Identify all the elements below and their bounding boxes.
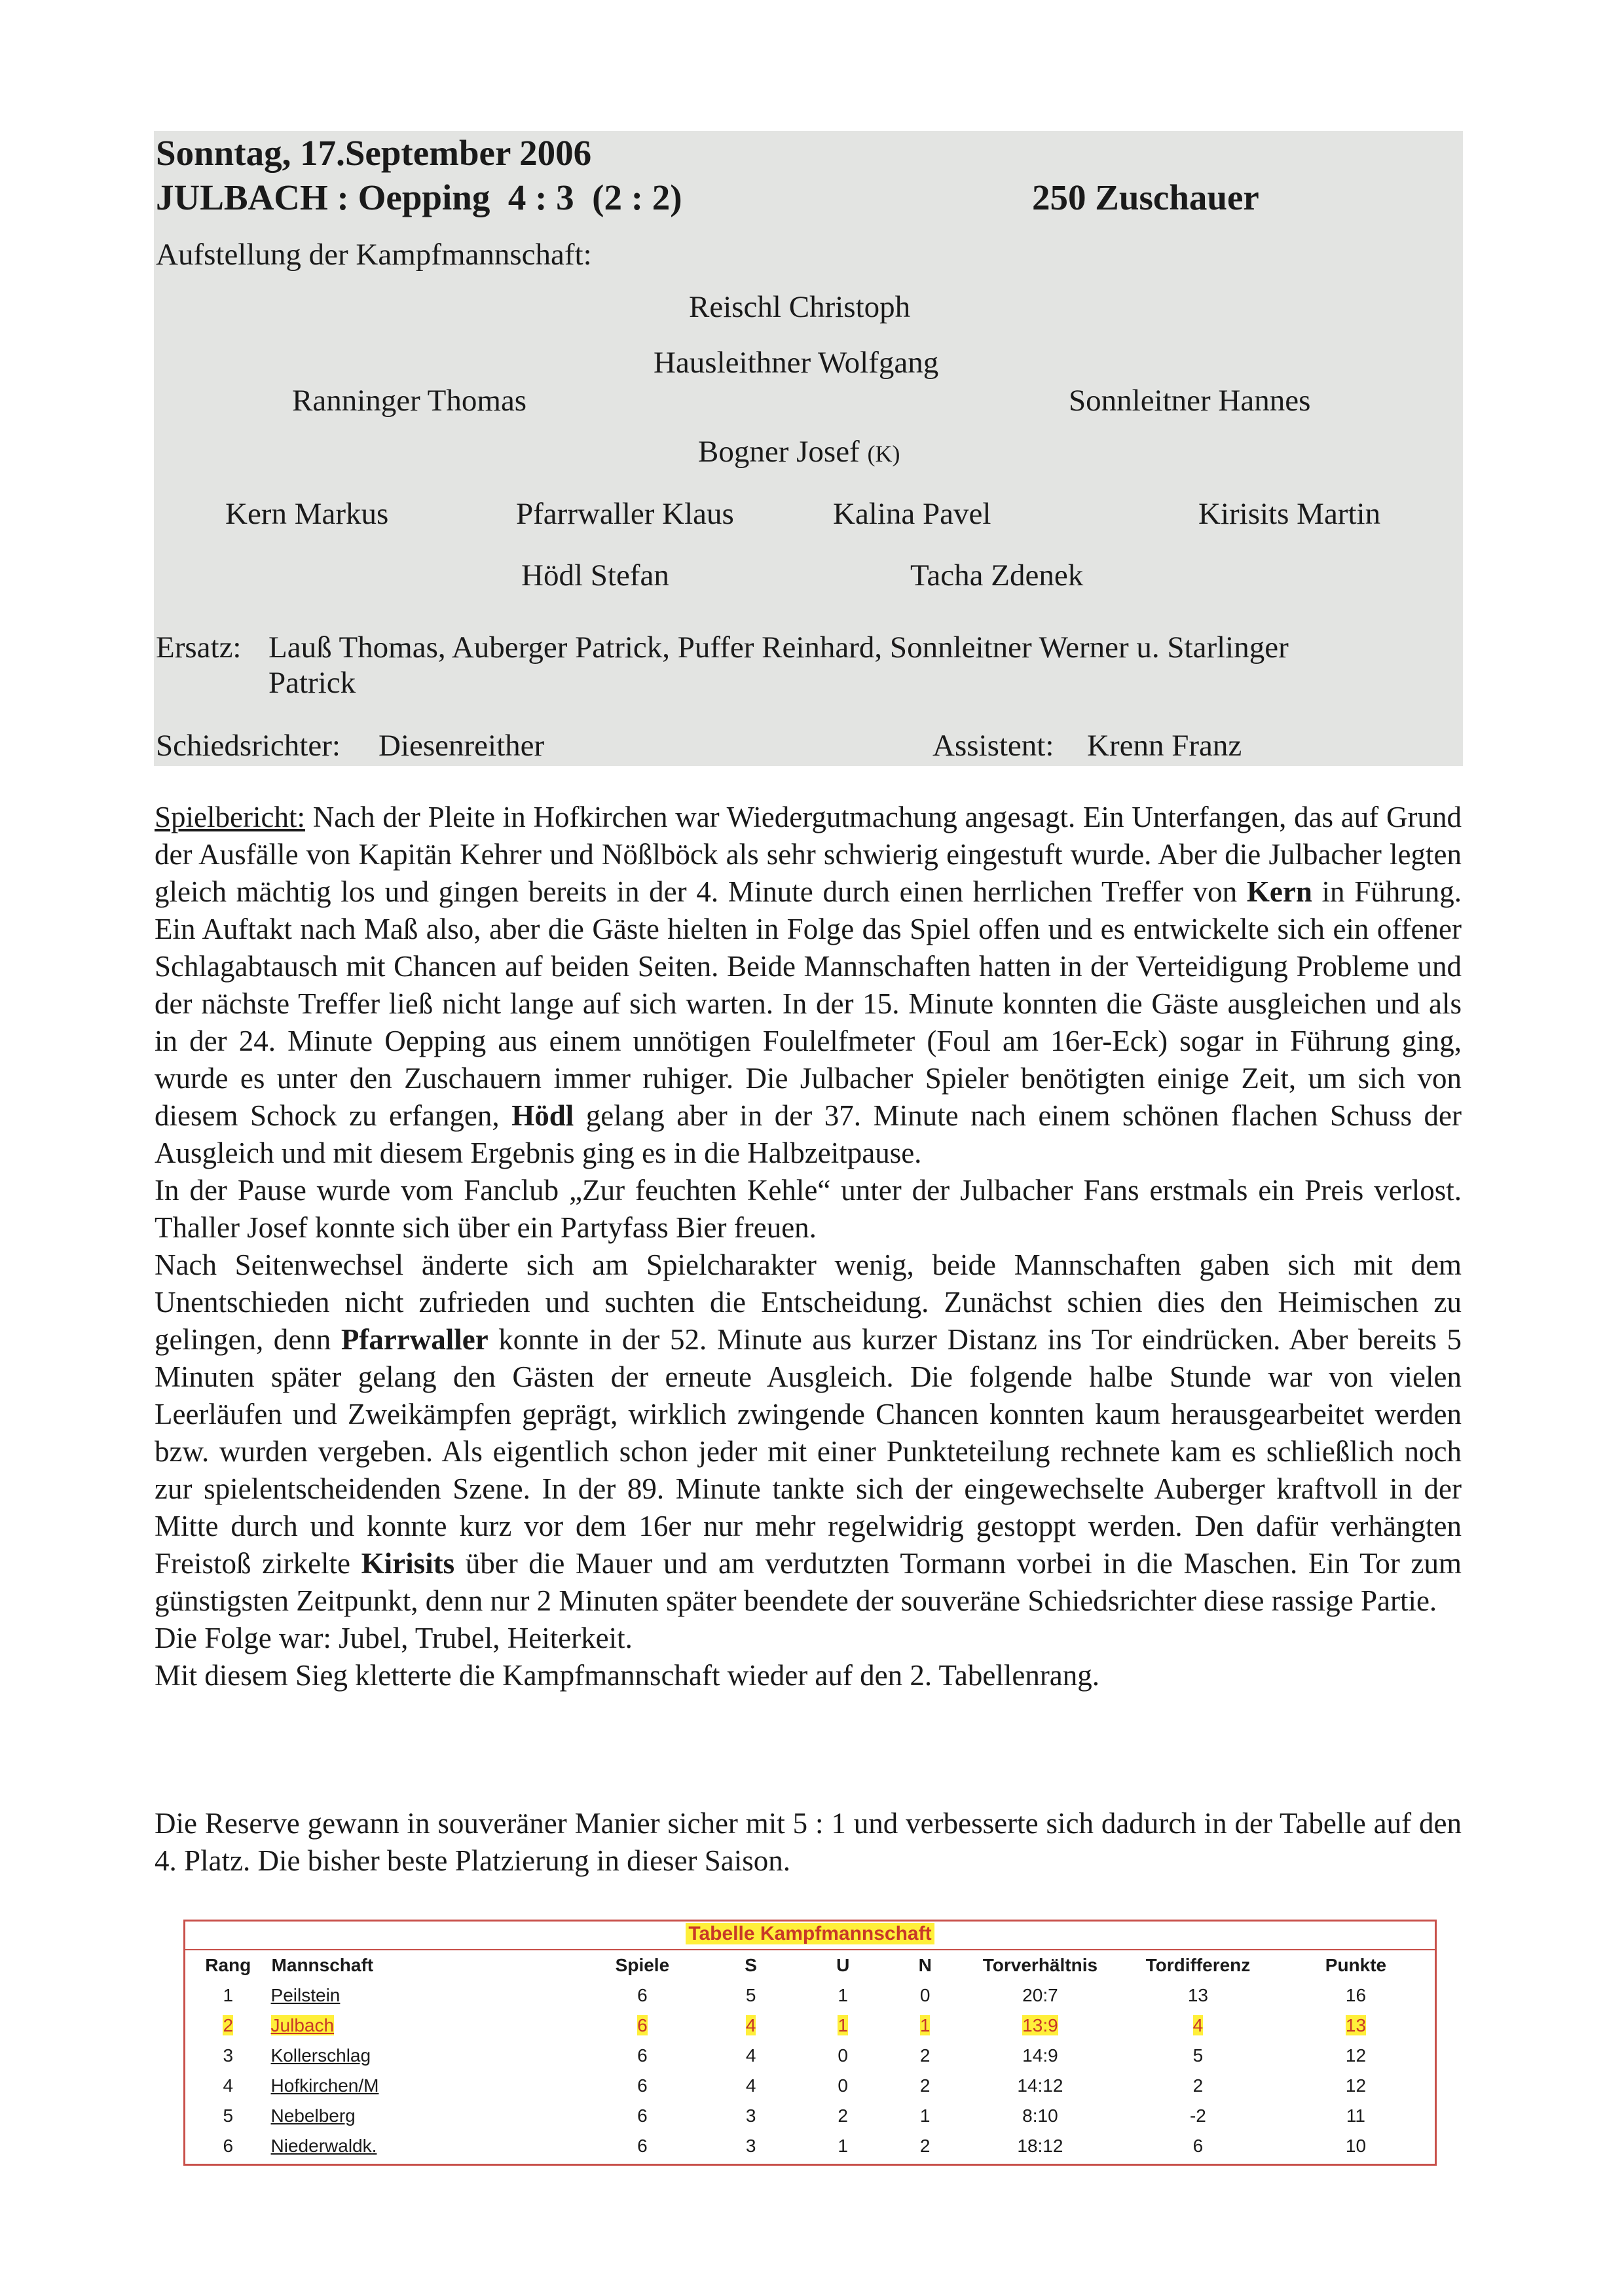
report-text: Nach der Pleite in Hofkirchen war Wiedergutmachung angesagt. Ein Unterfangen, das auf Grund der Ausfälle von Kapitän Kehrer und Nößlböck als sehr schwierig eingestuft wurde. Aber die Julbacher legten gleich mächtig los und gingen bereits in der 4. Minute durch einen herrlichen Treffer von <box>155 801 1462 908</box>
header-team: Mannschaft <box>271 1950 580 1980</box>
cell-games: 6 <box>637 1985 648 2005</box>
cell-goal-diff: 13 <box>1187 1985 1208 2005</box>
cell-team: Niederwaldk. <box>270 2136 377 2156</box>
cell-rank: 6 <box>223 2136 234 2156</box>
table-row <box>185 2131 1435 2161</box>
table-title-text: Tabelle Kampfmannschaft <box>686 1923 934 1944</box>
header-rank: Rang <box>185 1950 271 1980</box>
cell-goal-diff: 5 <box>1192 2045 1204 2066</box>
referee-label: Schiedsrichter: <box>156 729 341 763</box>
spectators: 250 Zuschauer <box>1032 177 1259 217</box>
cell-goals: 20:7 <box>1022 1985 1058 2005</box>
cell-team: Hofkirchen/M <box>270 2075 379 2096</box>
report-highlight-kern: Kern <box>1246 875 1312 908</box>
player-libero: Hausleithner Wolfgang <box>654 346 939 380</box>
match-report <box>155 799 1462 1694</box>
cell-losses: 0 <box>919 1985 931 2005</box>
cell-goals: 8:10 <box>1022 2105 1058 2126</box>
cell-draws: 1 <box>838 2136 848 2156</box>
cell-wins: 4 <box>745 2075 756 2096</box>
assistant-label: Assistent: <box>932 729 1054 763</box>
cell-goal-diff: -2 <box>1189 2105 1206 2126</box>
cell-draws: 0 <box>838 2045 848 2066</box>
player-fw-2: Tacha Zdenek <box>910 558 1084 592</box>
cell-wins: 4 <box>745 2015 756 2035</box>
cell-losses: 2 <box>919 2075 931 2096</box>
cell-rank: 4 <box>223 2075 234 2096</box>
cell-games: 6 <box>637 2015 648 2035</box>
cell-points: 12 <box>1345 2075 1367 2096</box>
table-row <box>185 2041 1435 2071</box>
cell-points: 16 <box>1345 1985 1367 2005</box>
report-highlight-pfarrwaller: Pfarrwaller <box>341 1323 489 1356</box>
cell-rank: 3 <box>223 2045 234 2066</box>
header-wins: S <box>705 1950 797 1980</box>
reserve-report <box>155 1805 1462 1880</box>
cell-wins: 3 <box>745 2105 756 2126</box>
captain-mark: (K) <box>867 441 900 467</box>
cell-goal-diff: 6 <box>1192 2136 1204 2156</box>
table-row <box>185 2071 1435 2101</box>
cell-games: 6 <box>637 2105 648 2126</box>
cell-goals: 13:9 <box>1022 2015 1058 2035</box>
match-result: JULBACH : Oepping 4 : 3 (2 : 2) <box>156 177 682 217</box>
cell-losses: 1 <box>919 2105 931 2126</box>
assistant-name: Krenn Franz <box>1087 729 1242 763</box>
header-games: Spiele <box>580 1950 705 1980</box>
player-mid-3: Kalina Pavel <box>833 497 991 531</box>
table-row <box>185 2101 1435 2131</box>
player-captain <box>698 434 900 469</box>
table-row <box>185 1980 1435 2011</box>
report-text: über die Mauer und am verdutzten Tormann vorbei in die Maschen. Ein Tor zum günstigsten Zeitpunkt, denn nur 2 Minuten später beendete der souveräne Schiedsrichter diese rassige Partie. <box>155 1547 1462 1617</box>
header-goals: Torverhältnis <box>961 1950 1119 1980</box>
cell-games: 6 <box>637 2075 648 2096</box>
cell-draws: 1 <box>838 1985 848 2005</box>
player-def-right: Sonnleitner Hannes <box>1069 384 1311 418</box>
report-lead: Spielbericht: <box>155 801 305 833</box>
report-highlight-kirisits: Kirisits <box>361 1547 455 1580</box>
header-points: Punkte <box>1277 1950 1435 1980</box>
table-title <box>185 1922 1435 1946</box>
cell-goals: 14:12 <box>1017 2075 1063 2096</box>
player-mid-4: Kirisits Martin <box>1198 497 1381 531</box>
referee-name: Diesenreither <box>378 729 545 763</box>
match-date: Sonntag, 17.September 2006 <box>156 133 592 173</box>
player-fw-1: Hödl Stefan <box>521 558 669 592</box>
cell-wins: 3 <box>745 2136 756 2156</box>
substitutes-label: Ersatz: <box>156 630 242 665</box>
cell-draws: 1 <box>838 2015 848 2035</box>
cell-goals: 18:12 <box>1017 2136 1063 2156</box>
cell-losses: 2 <box>919 2136 931 2156</box>
cell-team: Kollerschlag <box>270 2045 371 2066</box>
cell-team: Julbach <box>270 2015 335 2035</box>
report-text: gelang aber in der 37. Minute nach einem schönen flachen Schuss der Ausgleich und mit diesem Ergebnis ging es in die Halbzeitpause. <box>155 1099 1462 1169</box>
reserve-paragraph: Die Reserve gewann in souveräner Manier sicher mit 5 : 1 und verbesserte sich dadurch in der Tabelle auf den 4. Platz. Die bisher beste Platzierung in dieser Saison. <box>155 1807 1462 1877</box>
substitutes-line-1: Lauß Thomas, Auberger Patrick, Puffer Reinhard, Sonnleitner Werner u. Starlinger <box>268 630 1289 665</box>
league-table <box>183 1920 1437 2166</box>
player-mid-2: Pfarrwaller Klaus <box>516 497 734 531</box>
player-mid-1: Kern Markus <box>225 497 389 531</box>
cell-losses: 1 <box>919 2015 931 2035</box>
cell-rank: 5 <box>223 2105 234 2126</box>
report-text: Nach Seitenwechsel änderte sich am Spielcharakter wenig, beide Mannschaften gaben sich mit dem Unentschieden nicht zufrieden und suchten die Entscheidung. Zunächst schien dies den Heimischen zu gelingen, denn <box>155 1248 1462 1356</box>
cell-goal-diff: 4 <box>1192 2015 1204 2035</box>
report-paragraph-5: Mit diesem Sieg kletterte die Kampfmannschaft wieder auf den 2. Tabellenrang. <box>155 1659 1100 1692</box>
lineup-heading: Aufstellung der Kampfmannschaft: <box>156 238 592 272</box>
report-paragraph-3 <box>155 1247 1462 1620</box>
standings-table <box>185 1949 1435 2161</box>
cell-draws: 0 <box>838 2075 848 2096</box>
report-text: in Führung. Ein Auftakt nach Maß also, aber die Gäste hielten in Folge das Spiel offen und es entwickelte sich ein offener Schlagabtausch mit Chancen auf beiden Seiten. Beide Mannschaften hatten in der Verteidigung Probleme und der nächste Treffer ließ nicht lange auf sich warten. In der 15. Minute konnten die Gäste ausgleichen und als in der 24. Minute Oepping aus einem unnötigen Foulelfmeter (Foul am 16er-Eck) sogar in Führung ging, wurde es unter den Zuschauern immer ruhiger. Die Julbacher Spieler benötigten einige Zeit, um sich von diesem Schock zu erfangen, <box>155 875 1462 1132</box>
substitutes-line-2: Patrick <box>268 666 356 700</box>
cell-draws: 2 <box>838 2105 848 2126</box>
cell-losses: 2 <box>919 2045 931 2066</box>
report-paragraph-1 <box>155 799 1462 1172</box>
report-highlight-hoedl: Hödl <box>511 1099 574 1132</box>
report-text: konnte in der 52. Minute aus kurzer Distanz ins Tor eindrücken. Aber bereits 5 Minuten später gelang den Gästen der erneute Ausgleich. Die folgende halbe Stunde war von vielen Leerläufen und Zweikämpfen geprägt, wirklich zwingende Chancen konnten kaum herausgearbeitet werden bzw. wurden vergeben. Als eigentlich schon jeder mit einer Punkteteilung rechnete kam es schließlich noch zur spielentscheidenden Szene. In der 89. Minute tankte sich der eingewechselte Auberger kraftvoll in der Mitte durch und konnte kurz vor dem 16er nur mehr regelwidrig gestoppt werden. Den dafür verhängten Freistoß zirkelte <box>155 1323 1462 1580</box>
header-goal-diff: Tordifferenz <box>1119 1950 1277 1980</box>
cell-points: 10 <box>1345 2136 1367 2156</box>
cell-team: Nebelberg <box>270 2105 356 2126</box>
cell-rank: 1 <box>223 1985 234 2005</box>
report-paragraph-2: In der Pause wurde vom Fanclub „Zur feuchten Kehle“ unter der Julbacher Fans erstmals ein Preis verlost. Thaller Josef konnte sich über ein Partyfass Bier freuen. <box>155 1174 1462 1244</box>
cell-team: Peilstein <box>270 1985 341 2005</box>
cell-points: 13 <box>1345 2015 1367 2035</box>
captain-name: Bogner Josef <box>698 435 860 469</box>
cell-points: 12 <box>1345 2045 1367 2066</box>
cell-goal-diff: 2 <box>1192 2075 1204 2096</box>
table-header-row <box>185 1950 1435 1980</box>
table-row-highlighted <box>185 2011 1435 2041</box>
player-goalkeeper: Reischl Christoph <box>689 290 911 324</box>
cell-wins: 4 <box>745 2045 756 2066</box>
cell-points: 11 <box>1346 2105 1365 2126</box>
header-draws: U <box>797 1950 889 1980</box>
cell-wins: 5 <box>745 1985 756 2005</box>
cell-games: 6 <box>637 2045 648 2066</box>
cell-rank: 2 <box>223 2015 234 2035</box>
report-paragraph-4: Die Folge war: Jubel, Trubel, Heiterkeit. <box>155 1622 633 1654</box>
header-losses: N <box>889 1950 961 1980</box>
cell-goals: 14:9 <box>1022 2045 1058 2066</box>
player-def-left: Ranninger Thomas <box>292 384 527 418</box>
cell-games: 6 <box>637 2136 648 2156</box>
